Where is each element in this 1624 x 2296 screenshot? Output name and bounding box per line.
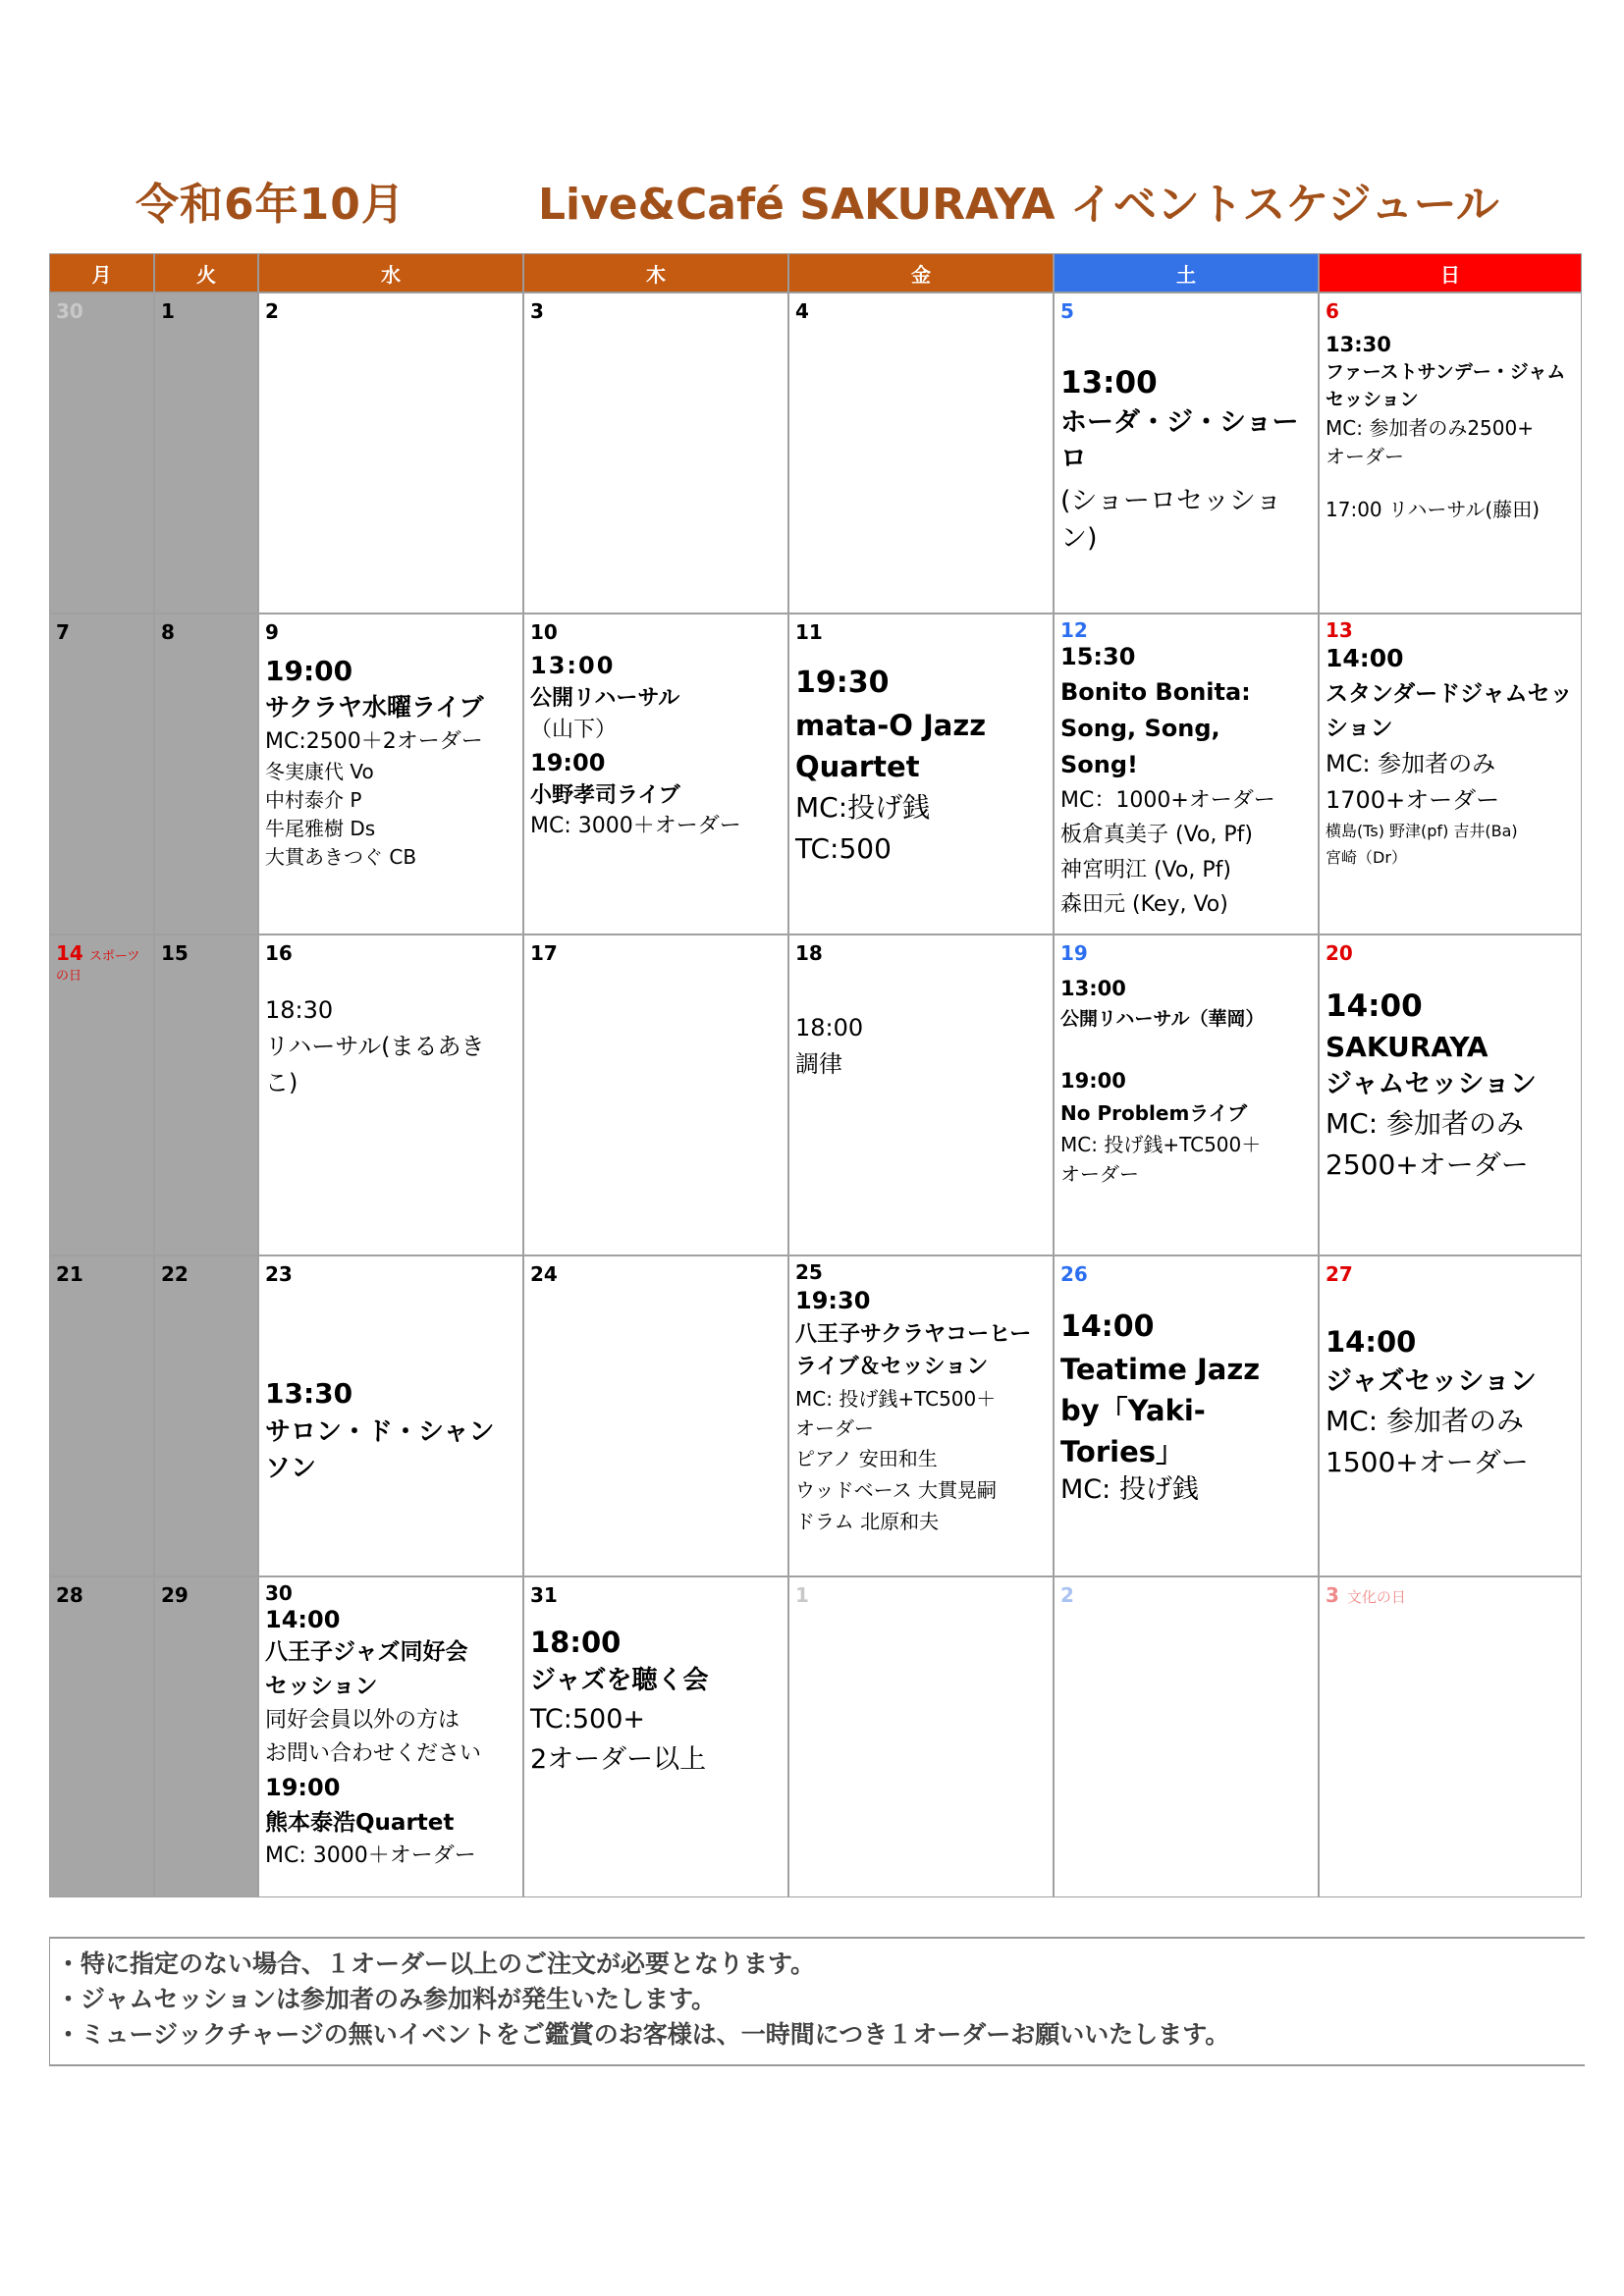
event-orders: 2オーダー以上: [530, 1744, 707, 1776]
event-time: 18:00: [530, 1626, 622, 1659]
day-number: 9: [265, 620, 279, 644]
event-note: 17:00 リハーサル(藤田): [1326, 497, 1540, 521]
event: [265, 1604, 516, 1873]
weekday-tue: 火: [154, 253, 258, 293]
event-mc: オーダー: [795, 1416, 874, 1440]
day-number: 2: [265, 299, 279, 323]
event-title: 小野孝司ライブ: [530, 782, 680, 808]
day-number: 13: [1326, 618, 1353, 642]
event: [1326, 1321, 1575, 1483]
event-title: by「Yaki-: [1060, 1393, 1206, 1427]
event: [795, 1010, 1047, 1083]
day-number: 25: [795, 1260, 823, 1284]
holiday-label: 文化の日: [1346, 1588, 1406, 1606]
day-number: 29: [161, 1583, 189, 1607]
event-mc: オーダー: [1326, 444, 1404, 468]
event: [1060, 641, 1312, 922]
day-cell: [1319, 293, 1582, 614]
day-number: 21: [56, 1262, 83, 1286]
day-cell: [154, 293, 258, 614]
event: [1060, 973, 1312, 1188]
event-title: No Problemライブ: [1060, 1100, 1248, 1125]
day-cell: [1054, 293, 1319, 614]
day-number: 11: [795, 620, 823, 644]
day-cell: [1054, 1576, 1319, 1897]
day-number: 14: [56, 941, 83, 965]
event-title: ジャズを聴く会: [530, 1665, 709, 1695]
day-number: 1: [161, 299, 175, 323]
event-title: Tories」: [1060, 1434, 1185, 1468]
event: [1326, 987, 1575, 1186]
event-time: 15:30: [1060, 643, 1136, 670]
event-mc: オーダー: [1060, 1161, 1139, 1186]
day-cell: [788, 1576, 1054, 1897]
event-member: 板倉真美子 (Vo, Pf): [1060, 823, 1253, 848]
weekday-sun: 日: [1319, 253, 1582, 293]
event-note: お問い合わせください: [265, 1740, 482, 1766]
event-mc: MC:2500＋2オーダー: [265, 729, 483, 755]
day-cell: [154, 934, 258, 1255]
event-title: リハーサル(まるあきこ): [265, 1033, 485, 1097]
event-time: 19:30: [795, 666, 890, 700]
event-mc: 2500+オーダー: [1326, 1148, 1529, 1181]
event-time: 14:00: [1060, 1309, 1155, 1344]
event: [530, 1623, 782, 1779]
calendar: [49, 253, 1582, 1897]
event-title: セッション: [1326, 389, 1419, 411]
day-number: 23: [265, 1262, 293, 1286]
day-number: 22: [161, 1262, 189, 1286]
weekday-sat: 土: [1054, 253, 1319, 293]
event-title: ホーダ・ジ・ショーロ: [1060, 406, 1299, 475]
day-cell: [1319, 1576, 1582, 1897]
event: [1060, 1306, 1312, 1508]
event-mc: MC: 投げ銭: [1060, 1473, 1199, 1505]
event-title: Teatime Jazz: [1060, 1352, 1261, 1386]
event-title: ジャズセッション: [1326, 1366, 1537, 1398]
day-number: 16: [265, 941, 293, 965]
day-cell: [258, 934, 523, 1255]
day-number: 1: [795, 1583, 809, 1607]
event: [795, 1283, 1047, 1537]
day-number: 15: [161, 941, 189, 965]
event-mc: MC: 参加者のみ: [1326, 1405, 1525, 1438]
event-title: mata-O Jazz: [795, 708, 987, 742]
day-number: 31: [530, 1583, 558, 1607]
event-time: 13:30: [1326, 333, 1391, 356]
event-time: 14:00: [1326, 988, 1423, 1024]
day-number: 3: [530, 299, 544, 323]
title-venue: Live&Café SAKURAYA イベントスケジュール: [538, 180, 1499, 230]
event-title: 公開リハーサル: [530, 686, 680, 711]
weekday-mon: 月: [49, 253, 154, 293]
event-mc: MC: 参加者のみ2500+: [1326, 415, 1534, 440]
event: [1326, 641, 1575, 871]
event-time: 18:00: [795, 1014, 864, 1041]
day-cell: [49, 1255, 154, 1576]
event-time: 19:00: [265, 1774, 341, 1802]
event: [1060, 362, 1312, 557]
day-cell: [1319, 614, 1582, 934]
day-cell: [1319, 1255, 1582, 1576]
event-member: 宮崎（Dr）: [1326, 848, 1407, 868]
day-cell: [523, 293, 788, 614]
event-title: 公開リハーサル（華岡）: [1060, 1007, 1265, 1030]
day-cell: [788, 934, 1054, 1255]
event-subtitle: （山下）: [530, 717, 618, 742]
event-title: スタンダードジャムセッ: [1326, 681, 1573, 708]
event: [530, 648, 782, 842]
event-title: Quartet: [795, 749, 920, 783]
day-number: 8: [161, 620, 175, 644]
event-mc: MC: 投げ銭+TC500＋: [1060, 1132, 1262, 1156]
day-cell: [523, 1255, 788, 1576]
day-number: 30: [265, 1581, 293, 1605]
event-subtitle: (ショーロセッション): [1060, 486, 1282, 554]
event-member: ピアノ 安田和生: [795, 1447, 938, 1470]
event-title: Bonito Bonita:: [1060, 677, 1251, 706]
day-number: 3: [1326, 1583, 1339, 1607]
event-member: 大貫あきつぐ CB: [265, 845, 417, 870]
day-cell: [1319, 934, 1582, 1255]
event-member: ウッドベース 大貫晃嗣: [795, 1478, 997, 1502]
day-cell: [49, 614, 154, 934]
day-cell: [258, 1255, 523, 1576]
day-number: 20: [1326, 941, 1353, 965]
event: [265, 652, 516, 872]
event-mc: MC：1000+オーダー: [1060, 788, 1275, 814]
event-title: ライブ＆セッション: [795, 1355, 989, 1379]
day-cell: [1054, 1255, 1319, 1576]
event-note: 同好会員以外の方は: [265, 1708, 460, 1734]
event-time: 19:30: [795, 1287, 871, 1314]
week-row: [49, 1255, 1582, 1576]
event-mc: MC: 3000＋オーダー: [530, 814, 741, 839]
day-cell: [788, 614, 1054, 934]
note-line: ・ジャムセッションは参加者のみ参加料が発生いたします。: [56, 1985, 717, 2013]
weekday-wed: 水: [258, 253, 523, 293]
event: [265, 992, 516, 1102]
day-number: 12: [1060, 618, 1088, 642]
day-cell: [523, 614, 788, 934]
event-title: ション: [1326, 716, 1393, 742]
weekday-thu: 木: [523, 253, 788, 293]
event-time: 13:30: [265, 1377, 353, 1410]
day-number: 24: [530, 1262, 558, 1286]
event: [795, 662, 1047, 870]
day-number: 26: [1060, 1262, 1088, 1286]
day-cell: [49, 293, 154, 614]
event-title: Song, Song,: [1060, 714, 1220, 742]
footer-notes: [49, 1937, 1585, 2066]
event-time: 13:00: [530, 652, 616, 679]
event-title: サロン・ド・シャンソン: [265, 1416, 495, 1484]
day-cell: [154, 1255, 258, 1576]
day-number: 2: [1060, 1583, 1074, 1607]
week-row: [49, 614, 1582, 934]
event-member: 中村泰介 P: [265, 788, 362, 813]
event-mc: MC: 参加者のみ: [1326, 750, 1496, 778]
event-time: 19:00: [265, 655, 353, 687]
event-mc: MC: 参加者のみ: [1326, 1106, 1525, 1140]
day-cell: [154, 1576, 258, 1897]
weekday-fri: 金: [788, 253, 1054, 293]
day-number: 28: [56, 1583, 83, 1607]
event: [1326, 333, 1575, 524]
day-cell: [523, 1576, 788, 1897]
day-number: 27: [1326, 1262, 1353, 1286]
event-time: 13:00: [1060, 365, 1158, 400]
week-row: [49, 293, 1582, 614]
event-title: 八王子サクラヤコーヒー: [795, 1322, 1032, 1347]
event-title: 熊本泰浩Quartet: [265, 1809, 455, 1836]
day-number: 6: [1326, 299, 1339, 323]
day-cell: [258, 614, 523, 934]
page-title: [0, 169, 1624, 238]
day-number: 10: [530, 620, 558, 644]
event-title: Song!: [1060, 750, 1138, 778]
event-title: サクラヤ水曜ライブ: [265, 693, 484, 722]
event-time: 14:00: [265, 1606, 341, 1633]
event-time: 13:00: [1060, 977, 1126, 1000]
event-title: SAKURAYA: [1326, 1030, 1489, 1063]
week-row: [49, 1576, 1582, 1897]
day-cell: [49, 934, 154, 1255]
event-title: 調律: [795, 1050, 842, 1079]
day-cell: [523, 934, 788, 1255]
note-line: ・特に指定のない場合、１オーダー以上のご注文が必要となります。: [56, 1949, 816, 1978]
day-number: 30: [56, 299, 83, 323]
event-mc: 1500+オーダー: [1326, 1446, 1529, 1479]
weekday-header: [49, 253, 1582, 293]
event-time: 18:30: [265, 996, 334, 1024]
event-mc: MC: 3000＋オーダー: [265, 1843, 476, 1869]
day-number: 17: [530, 941, 558, 965]
event-member: 冬実康代 Vo: [265, 760, 374, 784]
event: [265, 1374, 516, 1488]
day-cell: [788, 1255, 1054, 1576]
event-tc: TC:500+: [530, 1704, 646, 1735]
event-time: 14:00: [1326, 1325, 1417, 1359]
event-mc: MC:投げ銭: [795, 790, 931, 824]
day-number: 4: [795, 299, 809, 323]
event-tc: TC:500: [795, 831, 892, 865]
note-line: ・ミュージックチャージの無いイベントをご鑑賞のお客様は、一時間につき１オーダーお願いいたします。: [56, 2020, 1230, 2049]
event-title: ファーストサンデー・ジャム: [1326, 361, 1566, 383]
event-time: 19:00: [530, 748, 606, 776]
event-member: 牛尾雅樹 Ds: [265, 817, 376, 841]
day-cell: [258, 293, 523, 614]
day-cell: [258, 1576, 523, 1897]
event-member: ドラム 北原和夫: [795, 1510, 940, 1533]
day-number: 19: [1060, 941, 1088, 965]
event-member: 神宮明江 (Vo, Pf): [1060, 857, 1231, 882]
day-number: 5: [1060, 299, 1074, 323]
day-cell: [788, 293, 1054, 614]
title-month: 令和6年10月: [135, 180, 406, 230]
event-mc: MC: 投げ銭+TC500＋: [795, 1387, 997, 1411]
day-cell: [154, 614, 258, 934]
event-member: 横島(Ts) 野津(pf) 吉井(Ba): [1326, 821, 1518, 840]
event-mc: 1700+オーダー: [1326, 785, 1500, 814]
event-title: 八王子ジャズ同好会: [265, 1639, 468, 1666]
day-cell: [1054, 934, 1319, 1255]
day-cell: [49, 1576, 154, 1897]
day-cell: [1054, 614, 1319, 934]
event-title: ジャムセッション: [1326, 1069, 1537, 1100]
event-member: 森田元 (Key, Vo): [1060, 891, 1228, 917]
day-number: 7: [56, 620, 70, 644]
week-row: [49, 934, 1582, 1255]
holiday-label: スポーツの日: [56, 949, 140, 984]
event-time: 19:00: [1060, 1068, 1126, 1093]
day-number: 18: [795, 941, 823, 965]
event-title: セッション: [265, 1674, 378, 1700]
event-time: 14:00: [1326, 644, 1404, 672]
